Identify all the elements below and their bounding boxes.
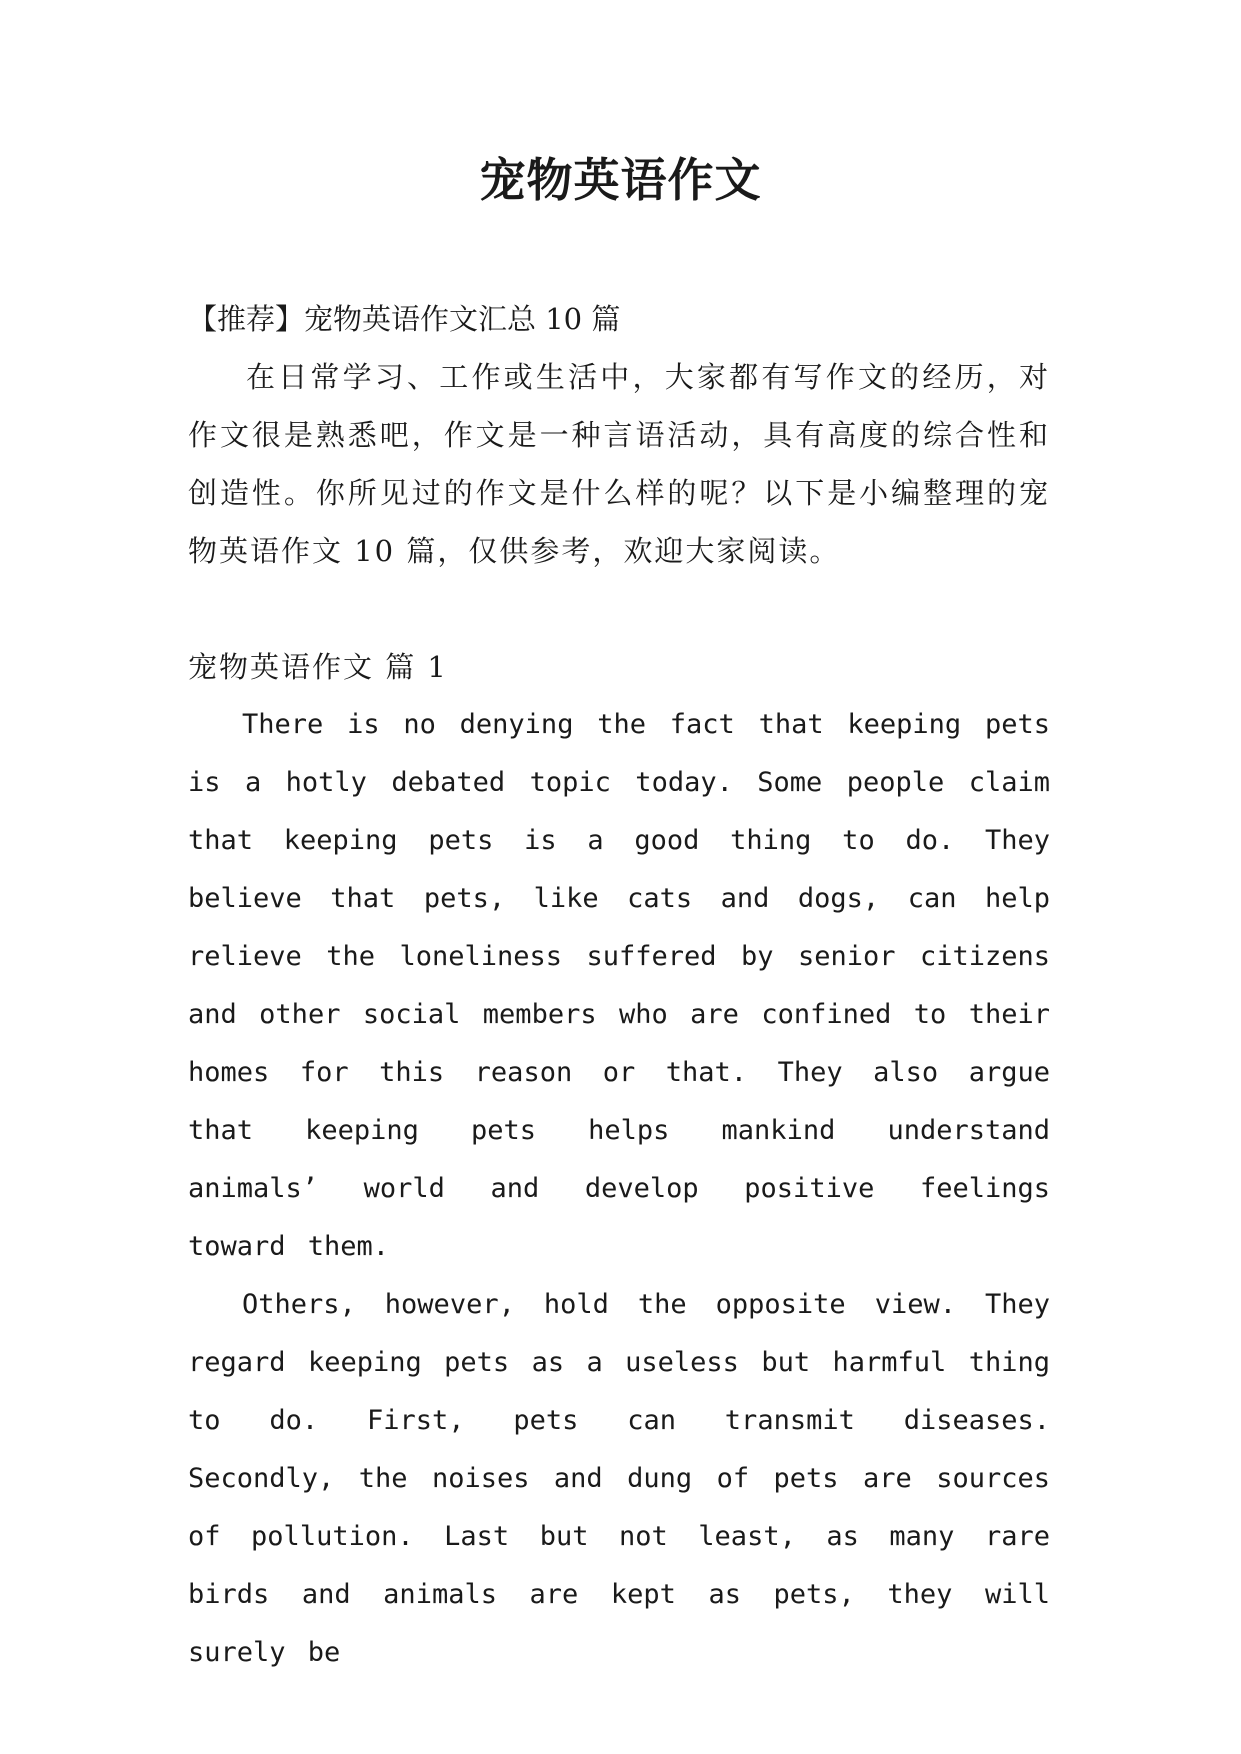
intro-heading: 【推荐】宠物英语作文汇总 10 篇	[188, 302, 621, 336]
document-title: 宠物英语作文	[479, 153, 762, 207]
essay-paragraph-1: There is no denying the fact that keeping pets is a hotly debated topic today. Some people claim that keeping pets is a good thing to do. They believe that pets, like cats and dogs, can help relieve the loneliness suffered by senior citizens and other social members who are confined to their homes for this reason or that. They also argue that keeping pets helps mankind understand animals’ world and develop positive feelings toward them.	[188, 709, 1050, 1262]
section-title: 宠物英语作文 篇 1	[188, 650, 448, 684]
document-body	[188, 290, 1050, 1682]
essay-paragraph-2: Others, however, hold the opposite view. They regard keeping pets as a useless but harmful thing to do. First, pets can transmit diseases. Secondly, the noises and dung of pets are sources of pollution. Last but not least, as many rare birds and animals are kept as pets, they will surely be	[188, 1289, 1050, 1668]
intro-paragraph: 在日常学习、工作或生活中，大家都有写作文的经历，对作文很是熟悉吧，作文是一种言语活动，具有高度的综合性和创造性。你所见过的作文是什么样的呢？以下是小编整理的宠物英语作文 10 篇，仅供参考，欢迎大家阅读。	[188, 360, 1050, 568]
